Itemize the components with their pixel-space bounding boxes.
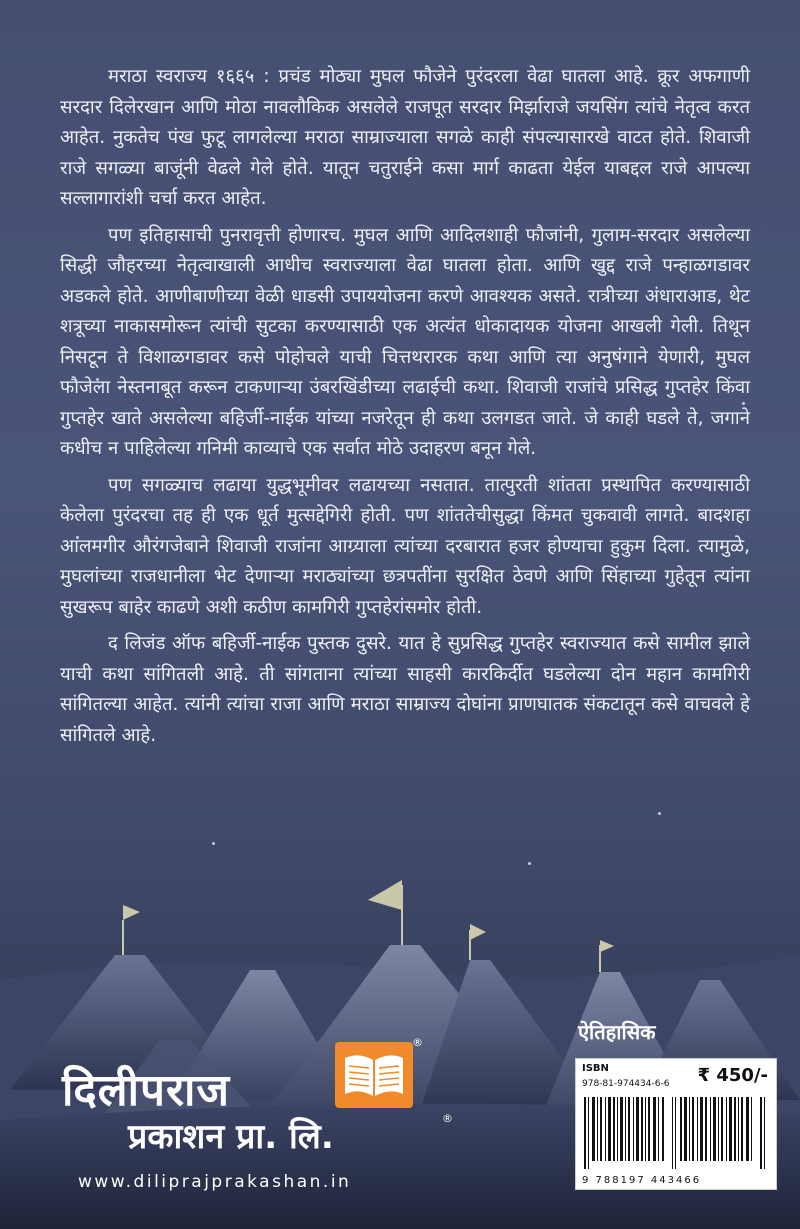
registered-mark-icon: ® bbox=[442, 1112, 453, 1125]
publisher-name: दिलीपराज bbox=[62, 1065, 231, 1116]
barcode-bars bbox=[584, 1097, 768, 1169]
blurb-paragraph-2: पण इतिहासाची पुनरावृत्ती होणारच. मुघल आणि आदिलशाही फौजांनी, गुलाम-सरदार असलेल्या सिद्धी जौहरच्या नेतृत्वाखाली आधीच स्वराज्याला वेढा घातला होता. आणि खुद्द राजे पन्हाळगडावर अडकले होते. आणीबाणीच्या वेळी धाडसी उपाययोजना करणे आवश्यक असते. रात्रीच्या अंधाराआड, थेट शत्रूच्या नाकासमोरून त्यांची सुटका करण्यासाठी एक अत्यंत धोकादायक योजना आखली गेली. तिथून निसटून ते विशाळगडावर कसे पोहोचले याची चित्तथरारक कथा आणि त्या अनुषंगाने येणारी, मुघल फौजेला नेस्तनाबूत करून टाकणाऱ्या उंबरखिंडीच्या लढाईची कथा. शिवाजी राजांचे प्रसिद्ध गुप्तहेर किंवा गुप्तहेर खाते असलेल्या बहिर्जी-नाईक यांच्या नजरेतून ही कथा उलगडत जाते. जे काही घडले ते, जगाने कधीच न पाहिलेल्या गनिमी काव्याचे एक सर्वात मोठे उदाहरण बनून गेले. bbox=[60, 224, 750, 459]
isbn-number: 978-81-974434-6-6 bbox=[582, 1079, 670, 1089]
blurb-paragraph-3: पण सगळ्याच लढाया युद्धभूमीवर लढायच्या नसतात. तात्पुरती शांतता प्रस्थापित करण्यासाठी केलेला पुरंदरचा तह ही एक धूर्त मुत्सद्देगिरी होती. पण शांततेचीसुद्धा किंमत चुकवावी लागते. बादशहा आलमगीर औरंगजेबाने शिवाजी राजांना आग्र्याला त्यांच्या दरबारात हजर होण्याचा हुकुम दिला. त्यामुळे, मुघलांच्या राजधानीला भेट देणाऱ्या मराठ्यांच्या छत्रपतींना सुरक्षित ठेवणे आणि सिंहाच्या गुहेतून त्यांना सुखरूप बाहेर काढणे अशी कठीण कामगिरी गुप्तहेरांसमोर होती. bbox=[60, 474, 750, 618]
isbn-label: ISBN bbox=[582, 1063, 609, 1074]
genre-label: ऐतिहासिक bbox=[578, 1020, 656, 1044]
barcode-digits: 9 788197 443466 bbox=[582, 1175, 702, 1186]
publisher-website: www.diliprajprakashan.in bbox=[78, 1172, 352, 1192]
blurb-text bbox=[60, 62, 750, 757]
publisher-name-sub: प्रकाशन प्रा. लि. bbox=[128, 1117, 334, 1157]
registered-mark-icon: ® bbox=[412, 1036, 423, 1049]
isbn-barcode-box bbox=[575, 1058, 777, 1190]
blurb-paragraph-1: मराठा स्वराज्य १६६५ : प्रचंड मोठ्या मुघल फौजेने पुरंदरला वेढा घातला आहे. क्रूर अफगाणी सरदार दिलेरखान आणि मोठा नावलौकिक असलेले राजपूत सरदार मिर्झाराजे जयसिंग त्यांचे नेतृत्व करत आहेत. नुकतेच पंख फुटू लागलेल्या मराठा साम्राज्याला सगळे काही संपल्यासारखे वाटत होते. शिवाजी राजे सगळ्या बाजूंनी वेढले गेले होते. यातून चतुराईने कसा मार्ग काढता येईल याबद्दल राजे आपल्या सल्लागारांशी चर्चा करत आहेत. bbox=[60, 66, 750, 209]
price-label: ₹ 450/- bbox=[697, 1065, 768, 1086]
blurb-paragraph-4: द लिजंड ऑफ बहिर्जी-नाईक पुस्तक दुसरे. यात हे सुप्रसिद्ध गुप्तहेर स्वराज्यात कसे सामील झाले याची कथा सांगितली आहे. ती सांगताना त्यांच्या साहसी कारकिर्दीत घडलेल्या दोन महान कामगिरी सांगितल्या आहेत. त्यांनी त्यांचा राजा आणि मराठा साम्राज्य दोघांना प्राणघातक संकटातून कसे वाचवले हे सांगितले आहे. bbox=[60, 633, 750, 746]
open-book-icon bbox=[335, 1042, 413, 1108]
